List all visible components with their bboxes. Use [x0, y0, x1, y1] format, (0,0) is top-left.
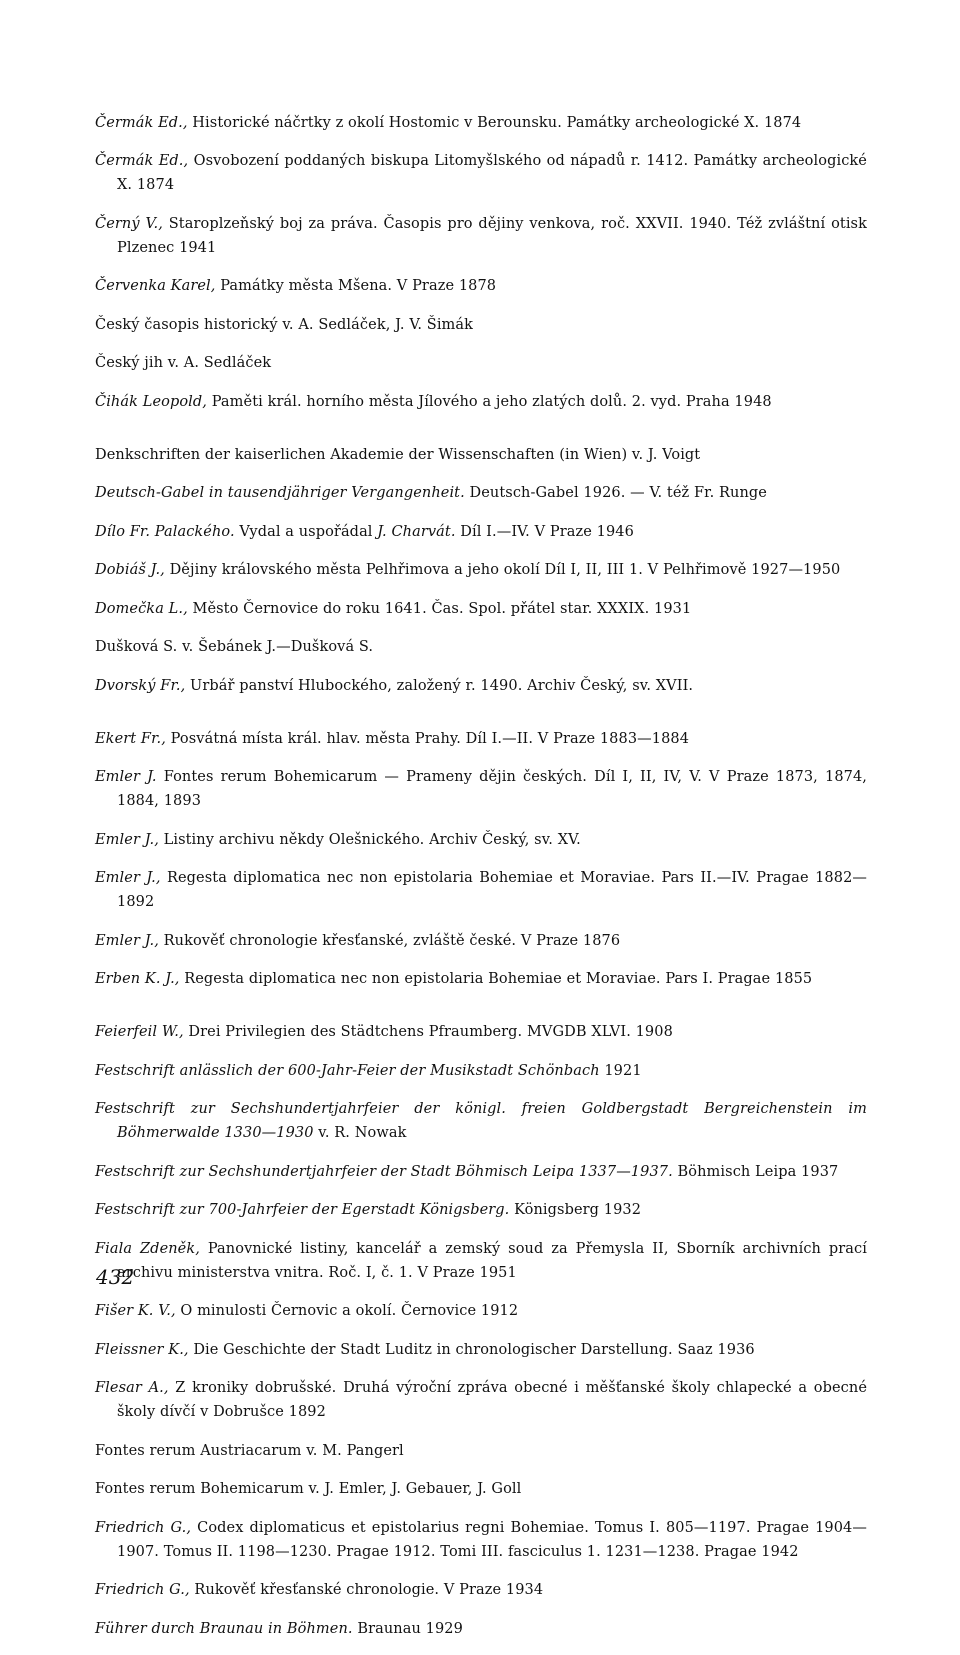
entry-text: Regesta diplomatica nec non epistolaria Bohemiae et Moraviae. Pars I. Pragae 1855: [179, 971, 813, 987]
bib-entry: [95, 1477, 867, 1501]
bibliography-page: [95, 96, 867, 1655]
entry-text: Vydal a uspořádal: [234, 523, 378, 540]
entry-author: Führer durch Braunau in Böhmen.: [95, 1620, 353, 1637]
entry-text: Deutsch-Gabel 1926. — V. též Fr. Runge: [464, 485, 767, 501]
bib-entry: [95, 149, 867, 197]
bib-entry: [95, 274, 867, 298]
bib-entry: [95, 351, 867, 375]
entry-text: v. R. Nowak: [313, 1125, 407, 1141]
entry-text: Regesta diplomatica nec non epistolaria Bohemiae et Moraviae. Pars II.—IV. Pragae 1882—1892: [117, 870, 867, 910]
entry-text: Listiny archivu někdy Olešnického. Archiv Český, sv. XV.: [158, 831, 581, 848]
entry-text: Osvobození poddaných biskupa Litomyšlského od nápadů r. 1412. Památky archeologické X. 1874: [117, 153, 867, 193]
entry-author: Domečka L.,: [95, 600, 188, 617]
bib-entry: [95, 1160, 867, 1184]
entry-text: Denkschriften der kaiserlichen Akademie der Wissenschaften (in Wien) v. J. Voigt: [95, 446, 701, 463]
entry-group-e: [95, 727, 867, 992]
bib-entry: [95, 967, 867, 991]
entry-text: Fontes rerum Bohemicarum v. J. Emler, J. Gebauer, J. Goll: [95, 1481, 522, 1497]
entry-author: Emler J.,: [95, 870, 161, 886]
entry-author: Dobiáš J.,: [95, 562, 165, 578]
bib-entry: [95, 1578, 867, 1602]
entry-text: Paměti král. horního města Jílového a jeho zlatých dolů. 2. vyd. Praha 1948: [207, 393, 772, 410]
bib-entry: [95, 597, 867, 621]
bib-entry: [95, 674, 867, 698]
bib-entry: [95, 727, 867, 751]
bib-entry: [95, 1020, 867, 1044]
entry-author: Deutsch-Gabel in tausendjähriger Vergangenheit.: [95, 485, 465, 501]
entry-text: Český časopis historický v. A. Sedláček, J. V. Šimák: [95, 316, 474, 333]
bib-entry: [95, 443, 867, 467]
entry-text: Panovnické listiny, kancelář a zemský soud za Přemysla II, Sborník archivních prací archivu ministerstva vnitra. Roč. I, č. 1. V Praze 1951: [117, 1240, 867, 1281]
entry-text: Dušková S. v. Šebánek J.—Dušková S.: [95, 639, 374, 655]
entry-author: Friedrich G.,: [95, 1582, 190, 1598]
entry-text: Fontes rerum Austriacarum v. M. Pangerl: [95, 1442, 404, 1459]
entry-text: Historické náčrtky z okolí Hostomic v Berounsku. Památky archeologické X. 1874: [187, 114, 802, 131]
entry-group-f: [95, 1020, 867, 1641]
entry-author: Čermák Ed.,: [95, 153, 189, 169]
bib-entry: [95, 520, 867, 544]
entry-text: O minulosti Černovic a okolí. Černovice 1912: [175, 1303, 519, 1319]
entry-author: Čihák Leopold,: [95, 393, 207, 410]
entry-author: Flesar A.,: [95, 1380, 169, 1396]
entry-author: Ekert Fr.,: [95, 730, 166, 747]
entry-author: Černý V.,: [95, 215, 163, 232]
entry-author: Erben K. J.,: [95, 971, 180, 987]
entry-text: Staroplzeňský boj za práva. Časopis pro dějiny venkova, roč. XXVII. 1940. Též zvláštní otisk Plzenec 1941: [117, 215, 867, 256]
bib-entry: [95, 635, 867, 659]
page-number: 432: [96, 1265, 135, 1289]
bib-entry: [95, 1516, 867, 1564]
entry-text: Drei Privilegien des Städtchens Pfraumberg. MVGDB XLVI. 1908: [183, 1024, 673, 1040]
entry-group-d: [95, 443, 867, 698]
entry-author: Čermák Ed.,: [95, 114, 188, 131]
bib-entry: [95, 828, 867, 852]
entry-author: Friedrich G.,: [95, 1519, 192, 1536]
entry-author: Festschrift zur 700-Jahrfeier der Egerstadt Königsberg.: [95, 1202, 510, 1218]
bib-entry: [95, 765, 867, 813]
bib-entry: [95, 1299, 867, 1323]
entry-text: Böhmisch Leipa 1937: [672, 1163, 839, 1180]
bib-entry: [95, 558, 867, 582]
entry-author: Fleissner K.,: [95, 1341, 189, 1358]
entry-text: Braunau 1929: [352, 1620, 463, 1637]
bib-entry: [95, 1338, 867, 1362]
bib-entry: [95, 313, 867, 337]
entry-author: Emler J.,: [95, 932, 159, 949]
bib-entry: [95, 111, 867, 135]
bib-entry: [95, 1376, 867, 1424]
entry-text-tail: Díl I.—IV. V Praze 1946: [455, 523, 634, 540]
bib-entry: [95, 1198, 867, 1222]
bib-entry: [95, 390, 867, 414]
bib-entry: [95, 481, 867, 505]
entry-group-c: [95, 111, 867, 414]
entry-text: Urbář panství Hlubockého, založený r. 1490. Archiv Český, sv. XVII.: [185, 677, 694, 694]
bib-entry: [95, 929, 867, 953]
entry-author: Emler J.: [95, 769, 157, 785]
entry-text: 1921: [599, 1062, 642, 1079]
entry-author: Emler J.,: [95, 831, 159, 848]
entry-text: Codex diplomaticus et epistolarius regni Bohemiae. Tomus I. 805—1197. Pragae 1904—1907. Tomus II. 1198—1230. Pragae 1912. Tomi III. fasciculus 1. 1231—1238. Pragae 1942: [117, 1519, 867, 1560]
bib-entry: [95, 1059, 867, 1083]
entry-author: Fišer K. V.,: [95, 1303, 176, 1319]
entry-text: Český jih v. A. Sedláček: [95, 355, 272, 371]
entry-text: Fontes rerum Bohemicarum — Prameny dějin českých. Díl I, II, IV, V. V Praze 1873, 1874, 1884, 1893: [117, 769, 867, 809]
entry-author: Festschrift zur Sechshundertjahrfeier der königl. freien Goldbergstadt Bergreichenstein im Böhmerwalde 1330—1930: [95, 1101, 867, 1141]
entry-text: Rukověť křesťanské chronologie. V Praze 1934: [189, 1582, 544, 1598]
entry-text: Město Černovice do roku 1641. Čas. Spol. přátel star. XXXIX. 1931: [187, 600, 692, 617]
entry-text: Rukověť chronologie křesťanské, zvláště české. V Praze 1876: [158, 932, 621, 949]
bib-entry: [95, 866, 867, 914]
bib-entry: [95, 1439, 867, 1463]
bib-entry: [95, 1237, 867, 1285]
entry-author: Feierfeil W.,: [95, 1024, 184, 1040]
entry-text: Z kroniky dobrušské. Druhá výroční zpráva obecné i měšťanské školy chlapecké a obecné školy dívčí v Dobrušce 1892: [117, 1380, 867, 1420]
entry-text: Königsberg 1932: [509, 1202, 642, 1218]
entry-text: Die Geschichte der Stadt Luditz in chronologischer Darstellung. Saaz 1936: [188, 1341, 755, 1358]
entry-author: Dílo Fr. Palackého.: [95, 523, 235, 540]
bib-entry: [95, 1097, 867, 1145]
entry-author: Červenka Karel,: [95, 278, 216, 294]
bib-entry: [95, 212, 867, 260]
bib-entry: [95, 1617, 867, 1641]
entry-text: Památky města Mšena. V Praze 1878: [215, 278, 497, 294]
entry-author: Dvorský Fr.,: [95, 677, 186, 694]
entry-author: Fiala Zdeněk,: [95, 1240, 200, 1257]
entry-text: Posvátná místa král. hlav. města Prahy. Díl I.—II. V Praze 1883—1884: [165, 730, 690, 747]
entry-editor: J. Charvát.: [377, 523, 456, 540]
entry-author: Festschrift zur Sechshundertjahrfeier der Stadt Böhmisch Leipa 1337—1937.: [95, 1163, 673, 1180]
entry-author: Festschrift anlässlich der 600-Jahr-Feier der Musikstadt Schönbach: [95, 1062, 600, 1079]
entry-text: Dějiny královského města Pelhřimova a jeho okolí Díl I, II, III 1. V Pelhřimově 1927—1950: [164, 562, 841, 578]
